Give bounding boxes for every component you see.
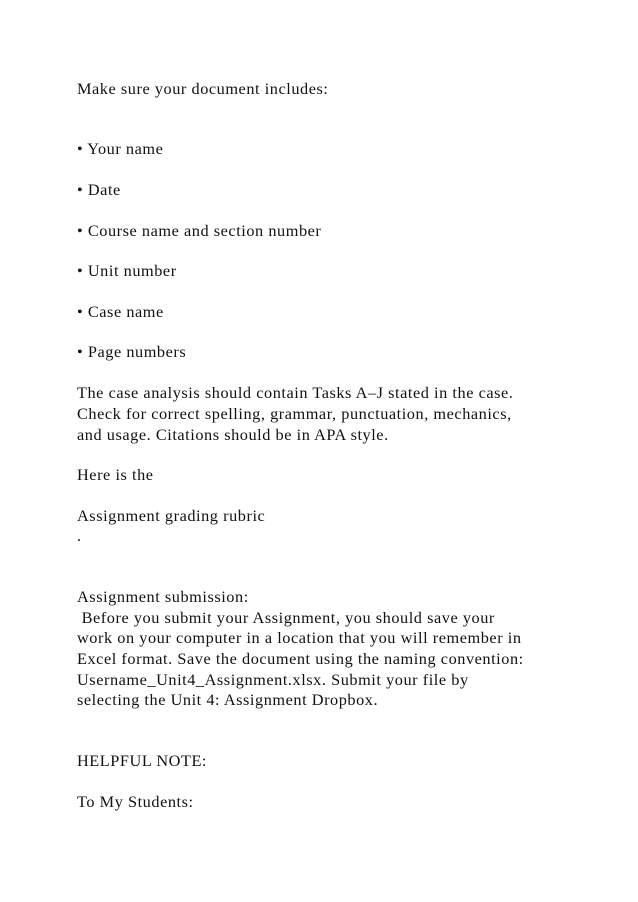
- checklist-item-name: • Your name: [77, 139, 164, 158]
- analysis-line-2: Check for correct spelling, grammar, punctuation, mechanics,: [77, 404, 512, 423]
- intro-text: Make sure your document includes:: [77, 79, 329, 98]
- submission-heading: Assignment submission:: [77, 587, 249, 606]
- analysis-line-1: The case analysis should contain Tasks A–J stated in the case.: [77, 383, 514, 402]
- checklist-item-date: • Date: [77, 180, 121, 199]
- rubric-intro: Here is the: [77, 465, 154, 484]
- checklist-item-case: • Case name: [77, 302, 164, 321]
- submission-line-5: selecting the Unit 4: Assignment Dropbox.: [77, 690, 379, 709]
- rubric-period: .: [77, 526, 82, 545]
- checklist-item-course: • Course name and section number: [77, 221, 322, 240]
- helpful-note-heading: HELPFUL NOTE:: [77, 751, 208, 770]
- checklist-item-pages: • Page numbers: [77, 342, 187, 361]
- submission-line-3: Excel format. Save the document using the naming convention:: [77, 649, 524, 668]
- to-students-heading: To My Students:: [77, 792, 194, 811]
- submission-line-1: Before you submit your Assignment, you should save your: [77, 608, 495, 627]
- submission-line-4: Username_Unit4_Assignment.xlsx. Submit your file by: [77, 670, 469, 689]
- submission-line-2: work on your computer in a location that you will remember in: [77, 628, 522, 647]
- checklist-item-unit: • Unit number: [77, 261, 177, 280]
- rubric-link[interactable]: Assignment grading rubric: [77, 506, 266, 525]
- analysis-line-3: and usage. Citations should be in APA style.: [77, 425, 389, 444]
